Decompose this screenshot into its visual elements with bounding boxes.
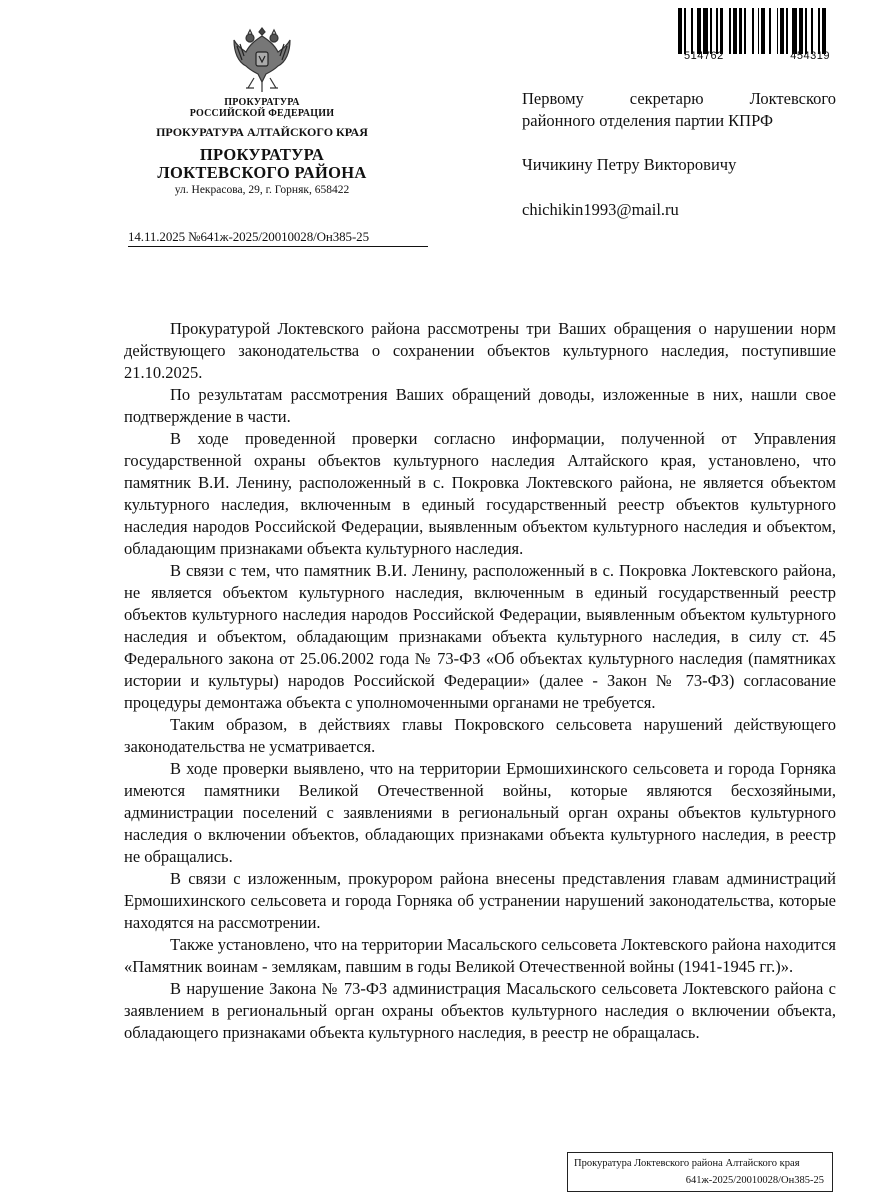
registration-number: 14.11.2025 №641ж-2025/20010028/Он385-25: [128, 229, 428, 247]
letter-body: [124, 318, 836, 1044]
addressee-line-1: Первому секретарю Локтевского: [522, 89, 836, 108]
stamp-line-1: Прокуратура Локтевского района Алтайского края: [574, 1158, 800, 1169]
addressee-email[interactable]: chichikin1993@mail.ru: [522, 200, 679, 219]
barcode-right-number: 454319: [790, 50, 830, 62]
body-paragraph-9: В нарушение Закона № 73-ФЗ администрация Масальского сельсовета Локтевского района с заявлением в региональный орган охраны объектов культурного наследия о включении объекта, обладающего признаками объекта культурного наследия, в реестр не обращалась.: [124, 979, 836, 1042]
body-paragraph-1: Прокуратурой Локтевского района рассмотрены три Ваших обращения о нарушении норм действующего законодательства о сохранении объектов культурного наследия, поступившие 21.10.2025.: [124, 319, 836, 382]
addressee-name: Чичикину Петру Викторовичу: [522, 155, 737, 174]
body-paragraph-7: В связи с изложенным, прокурором района внесены представления главам администраций Ермошихинского сельсовета и города Горняка об устранении нарушений законодательства, которые находятся на рассмотрении.: [124, 869, 836, 932]
coat-of-arms-emblem-icon: [230, 22, 294, 96]
addressee-block: [522, 88, 836, 219]
body-paragraph-8: Также установлено, что на территории Масальского сельсовета Локтевского района находится «Памятник воинам - землякам, павшим в годы Великой Отечественной войны (1941-1945 гг.)».: [124, 935, 836, 976]
barcode: [678, 8, 828, 54]
letterhead-line-3: ПРОКУРАТУРА АЛТАЙСКОГО КРАЯ: [156, 125, 368, 139]
body-paragraph-5: Таким образом, в действиях главы Покровского сельсовета нарушений действующего законодательства не усматривается.: [124, 715, 836, 756]
barcode-numbers: [684, 50, 830, 62]
body-paragraph-4: В связи с тем, что памятник В.И. Ленину, расположенный в с. Покровка Локтевского района, не является объектом культурного наследия, включенным в единый государственный реестр объектов культурного наследия народов Российской Федерации, выявленным объектом культурного наследия и объектом, обладающим признаками объекта культурного наследия, в силу ст. 45 Федерального закона от 25.06.2002 года № 73-ФЗ «Об объектах культурного наследия (памятниках истории и культуры) народов Российской Федерации» (далее - Закон № 73-ФЗ) согласование процедуры демонтажа объекта с уполномоченными органами не требуется.: [124, 561, 836, 712]
barcode-bar: [826, 8, 828, 54]
stamp-line-2: 641ж-2025/20010028/Он385-25: [685, 1175, 824, 1186]
barcode-left-number: 514762: [684, 50, 724, 62]
body-paragraph-6: В ходе проверки выявлено, что на территории Ермошихинского сельсовета и города Горняка имеются памятники Великой Отечественной войны, которые являются бесхозяйными, администрации поселений с заявлениями в региональный орган охраны объектов культурного наследия о включении объектов, обладающих признаками объекта культурного наследия, в реестр не обращались.: [124, 759, 836, 866]
body-paragraph-2: По результатам рассмотрения Ваших обращений доводы, изложенные в них, нашли свое подтверждение в части.: [124, 385, 836, 426]
addressee-line-2: районного отделения партии КПРФ: [522, 111, 774, 130]
body-paragraph-3: В ходе проведенной проверки согласно информации, полученной от Управления государственной охраны объектов культурного наследия Алтайского края, установлено, что памятник В.И. Ленину, расположенный в с. Покровка Локтевского района, не является объектом культурного наследия, включенным в единый государственный реестр объектов культурного наследия народов Российской Федерации, выявленным объектом культурного наследия и объектом, обладающим признаками объекта культурного наследия.: [124, 429, 836, 558]
registration-stamp: [567, 1152, 833, 1192]
letterhead-line-5: ЛОКТЕВСКОГО РАЙОНА: [157, 163, 367, 182]
letterhead-line-1: ПРОКУРАТУРА: [224, 97, 300, 108]
letterhead-address: ул. Некрасова, 29, г. Горняк, 658422: [174, 184, 350, 196]
letterhead-line-2: РОССИЙСКОЙ ФЕДЕРАЦИИ: [189, 108, 335, 119]
letterhead-line-4: ПРОКУРАТУРА: [199, 145, 325, 164]
